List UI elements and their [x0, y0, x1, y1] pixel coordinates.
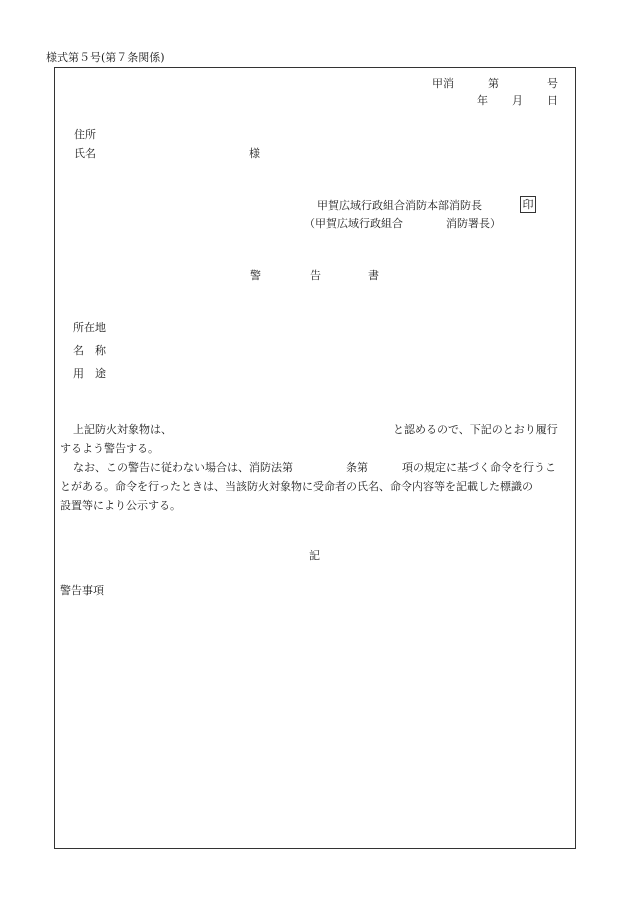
warning-items-label: 警告事項	[60, 584, 104, 597]
honorific-sama: 様	[249, 147, 260, 160]
ki-heading: 記	[309, 549, 320, 562]
location-label: 所在地	[73, 321, 106, 334]
address-label: 住所	[74, 128, 96, 141]
body-p2-a: なお、この警告に従わない場合は、消防法第	[73, 461, 293, 474]
property-name-label: 名 称	[73, 344, 106, 357]
date-day: 日	[547, 94, 558, 107]
body-p2-e: 設置等により公示する。	[60, 499, 181, 512]
seal-mark: 印	[520, 196, 536, 213]
use-label: 用 途	[73, 367, 106, 380]
doc-title-char-1: 警	[250, 269, 261, 282]
issuer-line-2-close: 消防署長）	[446, 217, 501, 230]
body-p1-end: するよう警告する。	[60, 442, 159, 455]
body-p2-b: 条第	[346, 461, 368, 474]
form-number-title: 様式第５号(第７条関係)	[46, 51, 165, 64]
date-month: 月	[512, 94, 523, 107]
doc-title-char-2: 告	[310, 269, 321, 282]
ref-dai: 第	[488, 77, 499, 90]
doc-title-char-3: 書	[368, 269, 379, 282]
reference-number-line	[432, 77, 558, 90]
issuer-line-1: 甲賀広域行政組合消防本部消防長	[317, 199, 482, 212]
form-frame	[54, 67, 576, 849]
body-p1-start: 上記防火対象物は、	[73, 423, 172, 436]
issuer-line-2-open: （甲賀広域行政組合	[304, 217, 403, 230]
ref-prefix: 甲消	[432, 77, 454, 90]
body-p2-d: とがある。命令を行ったときは、当該防火対象物に受命者の氏名、命令内容等を記載した標識の	[60, 480, 533, 493]
ref-go: 号	[547, 77, 558, 90]
body-p1-mid: と認めるので、下記のとおり履行	[393, 423, 558, 436]
date-year: 年	[477, 94, 488, 107]
date-line	[477, 94, 558, 107]
body-p2-c: 項の規定に基づく命令を行うこ	[402, 461, 556, 474]
name-label: 氏名	[74, 147, 96, 160]
